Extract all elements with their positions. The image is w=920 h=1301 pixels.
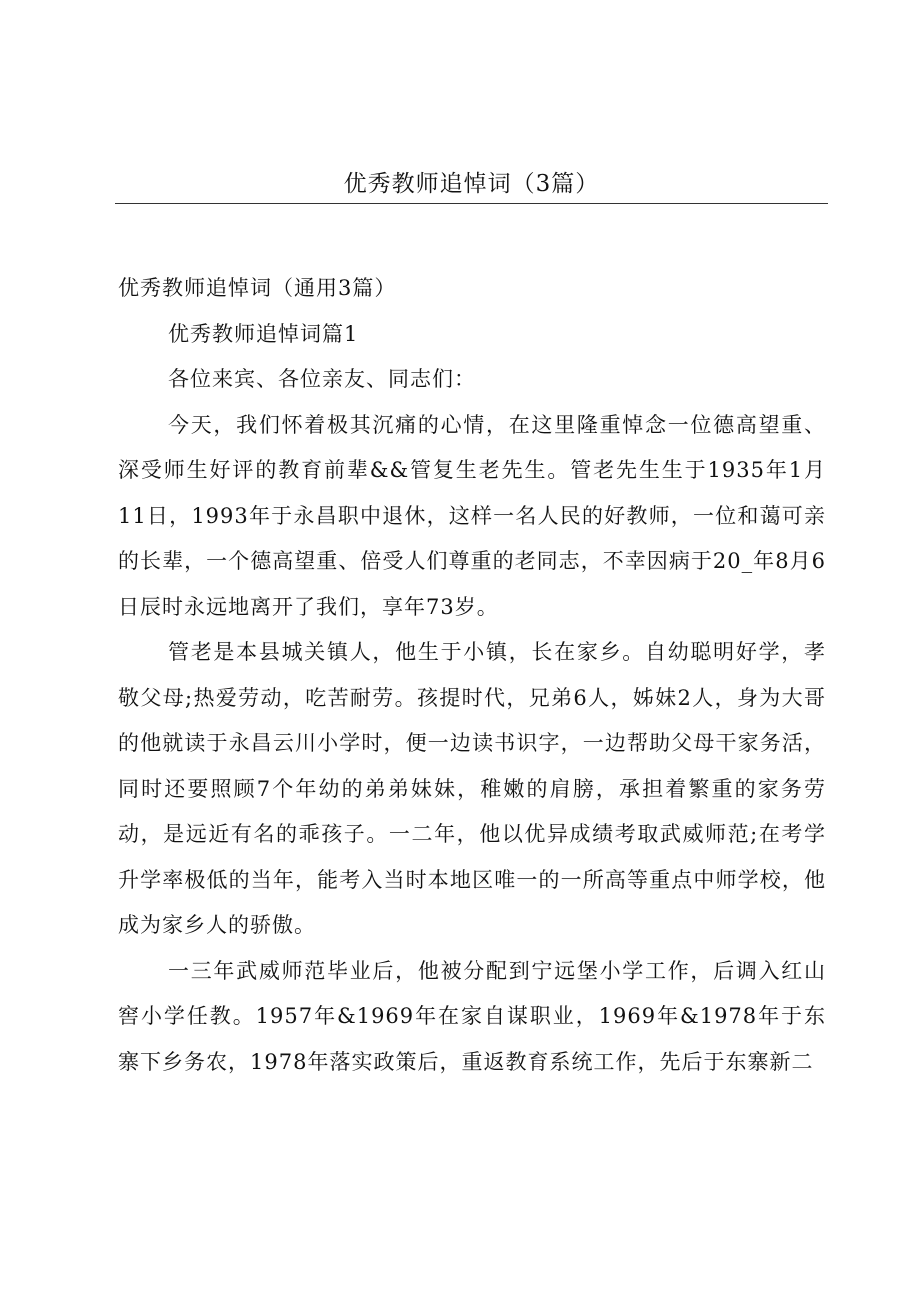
paragraph: 一三年武威师范毕业后，他被分配到宁远堡小学工作，后调入红山窖小学任教。1957年&1969年在家自谋职业，1969年&1978年于东寨下乡务农，1978年落实政策后，重返教育系统工作，先后于东寨新二	[118, 958, 826, 1074]
document-body	[118, 266, 826, 1085]
document-heading: 优秀教师追悼词（通用3篇）	[118, 276, 397, 300]
document-title: 优秀教师追悼词（3篇）	[343, 171, 600, 197]
section-heading: 优秀教师追悼词篇1	[168, 321, 359, 346]
title-underline	[115, 203, 828, 204]
paragraph: 管老是本县城关镇人，他生于小镇，长在家乡。自幼聪明好学，孝敬父母;热爱劳动，吃苦耐劳。孩提时代，兄弟6人，姊妹2人，身为大哥的他就读于永昌云川小学时，便一边读书识字，一边帮助父母干家务活，同时还要照顾7个年幼的弟弟妹妹，稚嫩的肩膀，承担着繁重的家务劳动，是远近有名的乖孩子。一二年，他以优异成绩考取武威师范;在考学升学率极低的当年，能考入当时本地区唯一的一所高等重点中师学校，他成为家乡人的骄傲。	[118, 640, 826, 937]
salutation: 各位来宾、各位亲友、同志们：	[168, 367, 476, 391]
paragraph: 今天，我们怀着极其沉痛的心情，在这里隆重悼念一位德高望重、深受师生好评的教育前辈&&管复生老先生。管老先生生于1935年1月11日，1993年于永昌职中退休，这样一名人民的好教师，一位和蔼可亲的长辈，一个德高望重、倍受人们尊重的老同志，不幸因病于20_年8月6日辰时永远地离开了我们，享年73岁。	[118, 412, 827, 619]
